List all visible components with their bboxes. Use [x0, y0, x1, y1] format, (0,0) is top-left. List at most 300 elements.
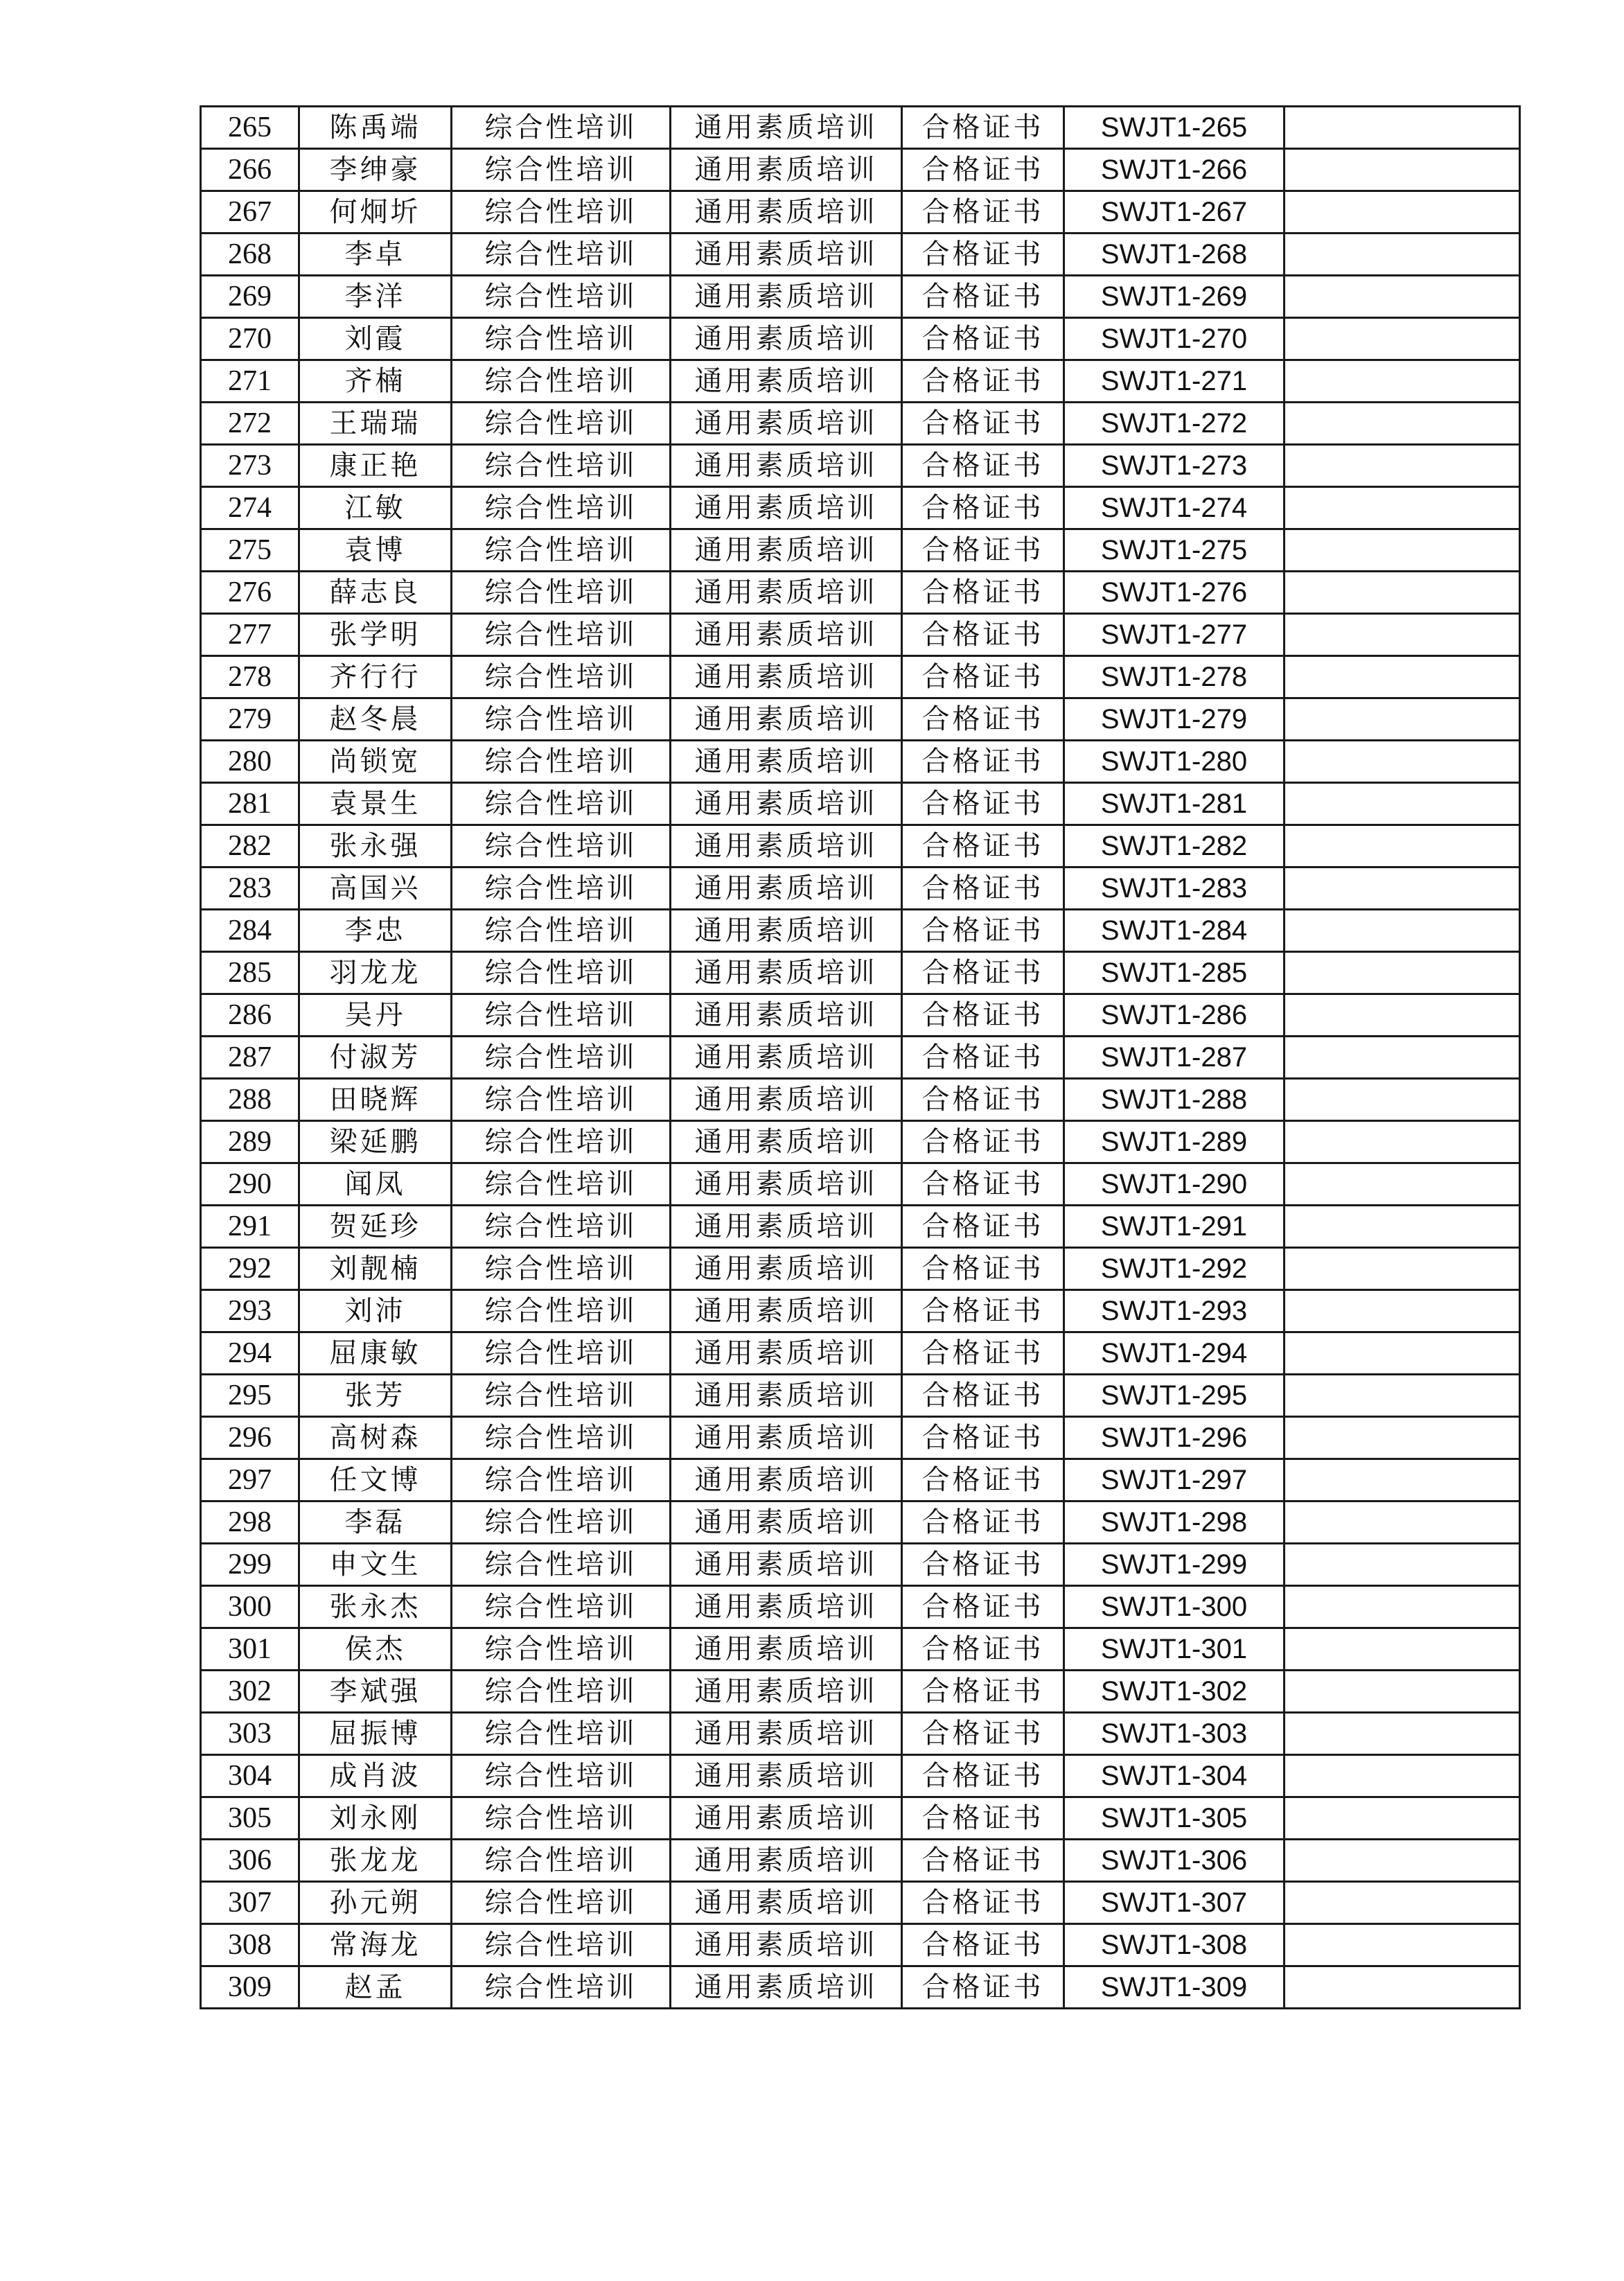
cell-remark	[1285, 276, 1520, 318]
cell-name: 薛志良	[299, 572, 452, 614]
cell-certificate-number: SWJT1-294	[1064, 1332, 1285, 1375]
table-row	[201, 403, 1520, 445]
cell-course: 通用素质培训	[671, 910, 902, 952]
cell-training-type: 综合性培训	[452, 910, 671, 952]
cell-course: 通用素质培训	[671, 1713, 902, 1755]
cell-name: 赵冬晨	[299, 698, 452, 741]
cell-remark	[1285, 1882, 1520, 1924]
cell-name: 梁延鹏	[299, 1121, 452, 1163]
cell-number: 272	[201, 403, 299, 445]
table-row	[201, 1882, 1520, 1924]
cell-course: 通用素质培训	[671, 191, 902, 234]
cell-name: 王瑞瑞	[299, 403, 452, 445]
cell-course: 通用素质培训	[671, 107, 902, 149]
cell-name: 付淑芳	[299, 1037, 452, 1079]
cell-remark	[1285, 910, 1520, 952]
cell-course: 通用素质培训	[671, 614, 902, 656]
table-row	[201, 1628, 1520, 1671]
cell-training-type: 综合性培训	[452, 360, 671, 403]
cell-training-type: 综合性培训	[452, 445, 671, 487]
cell-result: 合格证书	[902, 1501, 1064, 1544]
cell-certificate-number: SWJT1-306	[1064, 1840, 1285, 1882]
cell-name: 屈振博	[299, 1713, 452, 1755]
cell-certificate-number: SWJT1-273	[1064, 445, 1285, 487]
cell-remark	[1285, 1966, 1520, 2009]
cell-training-type: 综合性培训	[452, 698, 671, 741]
cell-remark	[1285, 1628, 1520, 1671]
cell-certificate-number: SWJT1-286	[1064, 994, 1285, 1037]
cell-remark	[1285, 1332, 1520, 1375]
cell-result: 合格证书	[902, 1121, 1064, 1163]
table-row	[201, 1840, 1520, 1882]
table-row	[201, 360, 1520, 403]
cell-number: 279	[201, 698, 299, 741]
cell-course: 通用素质培训	[671, 1501, 902, 1544]
table-row	[201, 1375, 1520, 1417]
table-row	[201, 1586, 1520, 1628]
cell-result: 合格证书	[902, 1332, 1064, 1375]
cell-number: 296	[201, 1417, 299, 1459]
cell-course: 通用素质培训	[671, 1375, 902, 1417]
cell-number: 284	[201, 910, 299, 952]
table-row	[201, 107, 1520, 149]
cell-result: 合格证书	[902, 572, 1064, 614]
cell-name: 常海龙	[299, 1924, 452, 1966]
table-row	[201, 1037, 1520, 1079]
cell-remark	[1285, 1840, 1520, 1882]
cell-course: 通用素质培训	[671, 360, 902, 403]
cell-remark	[1285, 1713, 1520, 1755]
cell-remark	[1285, 191, 1520, 234]
cell-number: 289	[201, 1121, 299, 1163]
cell-certificate-number: SWJT1-285	[1064, 952, 1285, 994]
cell-course: 通用素质培训	[671, 529, 902, 572]
cell-name: 袁博	[299, 529, 452, 572]
cell-training-type: 综合性培训	[452, 1882, 671, 1924]
cell-number: 265	[201, 107, 299, 149]
table-row	[201, 1121, 1520, 1163]
cell-certificate-number: SWJT1-287	[1064, 1037, 1285, 1079]
cell-number: 288	[201, 1079, 299, 1121]
cell-training-type: 综合性培训	[452, 191, 671, 234]
cell-training-type: 综合性培训	[452, 1375, 671, 1417]
cell-result: 合格证书	[902, 318, 1064, 360]
cell-remark	[1285, 1163, 1520, 1206]
table-row	[201, 825, 1520, 868]
cell-certificate-number: SWJT1-290	[1064, 1163, 1285, 1206]
cell-result: 合格证书	[902, 910, 1064, 952]
cell-number: 282	[201, 825, 299, 868]
cell-training-type: 综合性培训	[452, 234, 671, 276]
cell-certificate-number: SWJT1-270	[1064, 318, 1285, 360]
cell-certificate-number: SWJT1-271	[1064, 360, 1285, 403]
cell-remark	[1285, 1755, 1520, 1797]
cell-certificate-number: SWJT1-309	[1064, 1966, 1285, 2009]
cell-number: 269	[201, 276, 299, 318]
cell-name: 李磊	[299, 1501, 452, 1544]
cell-course: 通用素质培训	[671, 276, 902, 318]
cell-certificate-number: SWJT1-280	[1064, 741, 1285, 783]
table-row	[201, 1332, 1520, 1375]
cell-remark	[1285, 1079, 1520, 1121]
cell-result: 合格证书	[902, 1671, 1064, 1713]
cell-number: 280	[201, 741, 299, 783]
cell-result: 合格证书	[902, 107, 1064, 149]
cell-training-type: 综合性培训	[452, 572, 671, 614]
cell-result: 合格证书	[902, 1163, 1064, 1206]
cell-result: 合格证书	[902, 614, 1064, 656]
cell-remark	[1285, 952, 1520, 994]
cell-name: 申文生	[299, 1544, 452, 1586]
cell-training-type: 综合性培训	[452, 868, 671, 910]
cell-result: 合格证书	[902, 1248, 1064, 1290]
cell-result: 合格证书	[902, 149, 1064, 191]
cell-name: 孙元朔	[299, 1882, 452, 1924]
cell-course: 通用素质培训	[671, 1206, 902, 1248]
cell-result: 合格证书	[902, 1544, 1064, 1586]
cell-name: 张芳	[299, 1375, 452, 1417]
cell-certificate-number: SWJT1-303	[1064, 1713, 1285, 1755]
cell-result: 合格证书	[902, 868, 1064, 910]
cell-result: 合格证书	[902, 825, 1064, 868]
cell-certificate-number: SWJT1-293	[1064, 1290, 1285, 1332]
cell-course: 通用素质培训	[671, 1628, 902, 1671]
cell-name: 李斌强	[299, 1671, 452, 1713]
cell-certificate-number: SWJT1-267	[1064, 191, 1285, 234]
cell-remark	[1285, 825, 1520, 868]
cell-certificate-number: SWJT1-299	[1064, 1544, 1285, 1586]
table-row	[201, 1755, 1520, 1797]
cell-certificate-number: SWJT1-307	[1064, 1882, 1285, 1924]
cell-training-type: 综合性培训	[452, 1248, 671, 1290]
cell-certificate-number: SWJT1-302	[1064, 1671, 1285, 1713]
cell-certificate-number: SWJT1-284	[1064, 910, 1285, 952]
cell-name: 屈康敏	[299, 1332, 452, 1375]
cell-certificate-number: SWJT1-282	[1064, 825, 1285, 868]
cell-course: 通用素质培训	[671, 1671, 902, 1713]
cell-certificate-number: SWJT1-298	[1064, 1501, 1285, 1544]
table-row	[201, 656, 1520, 698]
cell-course: 通用素质培训	[671, 445, 902, 487]
cell-number: 266	[201, 149, 299, 191]
table-row	[201, 487, 1520, 529]
cell-remark	[1285, 1797, 1520, 1840]
cell-remark	[1285, 741, 1520, 783]
cell-training-type: 综合性培训	[452, 1671, 671, 1713]
cell-result: 合格证书	[902, 1797, 1064, 1840]
cell-name: 田晓辉	[299, 1079, 452, 1121]
cell-number: 286	[201, 994, 299, 1037]
table-row	[201, 1501, 1520, 1544]
cell-name: 任文博	[299, 1459, 452, 1501]
cell-name: 闻凤	[299, 1163, 452, 1206]
cell-result: 合格证书	[902, 1417, 1064, 1459]
cell-certificate-number: SWJT1-304	[1064, 1755, 1285, 1797]
cell-training-type: 综合性培训	[452, 1163, 671, 1206]
table-row	[201, 614, 1520, 656]
cell-number: 268	[201, 234, 299, 276]
cell-course: 通用素质培训	[671, 783, 902, 825]
cell-number: 308	[201, 1924, 299, 1966]
cell-course: 通用素质培训	[671, 1882, 902, 1924]
cell-name: 贺延珍	[299, 1206, 452, 1248]
table-row	[201, 1797, 1520, 1840]
cell-number: 309	[201, 1966, 299, 2009]
table-row	[201, 234, 1520, 276]
cell-number: 302	[201, 1671, 299, 1713]
cell-number: 278	[201, 656, 299, 698]
cell-result: 合格证书	[902, 656, 1064, 698]
cell-number: 292	[201, 1248, 299, 1290]
cell-result: 合格证书	[902, 529, 1064, 572]
cell-number: 295	[201, 1375, 299, 1417]
cell-name: 高树森	[299, 1417, 452, 1459]
cell-result: 合格证书	[902, 1079, 1064, 1121]
cell-number: 267	[201, 191, 299, 234]
cell-name: 成肖波	[299, 1755, 452, 1797]
cell-result: 合格证书	[902, 1924, 1064, 1966]
table-row	[201, 529, 1520, 572]
cell-number: 287	[201, 1037, 299, 1079]
cell-certificate-number: SWJT1-275	[1064, 529, 1285, 572]
cell-number: 306	[201, 1840, 299, 1882]
cell-result: 合格证书	[902, 1290, 1064, 1332]
cell-training-type: 综合性培训	[452, 1924, 671, 1966]
cell-name: 陈禹端	[299, 107, 452, 149]
table-row	[201, 783, 1520, 825]
cell-name: 吴丹	[299, 994, 452, 1037]
table-row	[201, 1671, 1520, 1713]
table-row	[201, 994, 1520, 1037]
cell-result: 合格证书	[902, 1459, 1064, 1501]
cell-course: 通用素质培训	[671, 234, 902, 276]
cell-training-type: 综合性培训	[452, 1797, 671, 1840]
cell-course: 通用素质培训	[671, 994, 902, 1037]
cell-number: 271	[201, 360, 299, 403]
cell-training-type: 综合性培训	[452, 1459, 671, 1501]
cell-remark	[1285, 149, 1520, 191]
cell-course: 通用素质培训	[671, 1966, 902, 2009]
cell-certificate-number: SWJT1-295	[1064, 1375, 1285, 1417]
cell-course: 通用素质培训	[671, 1037, 902, 1079]
cell-name: 赵孟	[299, 1966, 452, 2009]
cell-course: 通用素质培训	[671, 1248, 902, 1290]
cell-certificate-number: SWJT1-277	[1064, 614, 1285, 656]
cell-name: 羽龙龙	[299, 952, 452, 994]
table-row	[201, 1713, 1520, 1755]
cell-training-type: 综合性培训	[452, 1966, 671, 2009]
cell-course: 通用素质培训	[671, 1797, 902, 1840]
cell-course: 通用素质培训	[671, 1459, 902, 1501]
cell-name: 李忠	[299, 910, 452, 952]
cell-course: 通用素质培训	[671, 1163, 902, 1206]
cell-training-type: 综合性培训	[452, 487, 671, 529]
cell-course: 通用素质培训	[671, 1544, 902, 1586]
cell-training-type: 综合性培训	[452, 1501, 671, 1544]
cell-number: 294	[201, 1332, 299, 1375]
certificate-table-page	[200, 105, 1519, 2009]
table-row	[201, 318, 1520, 360]
cell-remark	[1285, 783, 1520, 825]
cell-name: 张学明	[299, 614, 452, 656]
cell-number: 297	[201, 1459, 299, 1501]
table-row	[201, 741, 1520, 783]
cell-course: 通用素质培训	[671, 825, 902, 868]
cell-number: 307	[201, 1882, 299, 1924]
cell-number: 303	[201, 1713, 299, 1755]
cell-certificate-number: SWJT1-283	[1064, 868, 1285, 910]
table-body	[201, 107, 1520, 2009]
cell-remark	[1285, 1924, 1520, 1966]
certificate-table	[200, 105, 1521, 2009]
cell-certificate-number: SWJT1-265	[1064, 107, 1285, 149]
cell-number: 270	[201, 318, 299, 360]
cell-certificate-number: SWJT1-291	[1064, 1206, 1285, 1248]
cell-result: 合格证书	[902, 1628, 1064, 1671]
cell-result: 合格证书	[902, 1713, 1064, 1755]
cell-training-type: 综合性培训	[452, 1079, 671, 1121]
cell-remark	[1285, 698, 1520, 741]
cell-certificate-number: SWJT1-292	[1064, 1248, 1285, 1290]
table-row	[201, 1206, 1520, 1248]
cell-remark	[1285, 614, 1520, 656]
cell-course: 通用素质培训	[671, 1840, 902, 1882]
cell-number: 275	[201, 529, 299, 572]
table-row	[201, 910, 1520, 952]
cell-remark	[1285, 318, 1520, 360]
cell-course: 通用素质培训	[671, 1417, 902, 1459]
table-row	[201, 572, 1520, 614]
cell-training-type: 综合性培训	[452, 825, 671, 868]
cell-result: 合格证书	[902, 360, 1064, 403]
cell-name: 李绅豪	[299, 149, 452, 191]
cell-result: 合格证书	[902, 1882, 1064, 1924]
cell-number: 305	[201, 1797, 299, 1840]
cell-course: 通用素质培训	[671, 952, 902, 994]
cell-remark	[1285, 1037, 1520, 1079]
cell-certificate-number: SWJT1-281	[1064, 783, 1285, 825]
cell-certificate-number: SWJT1-289	[1064, 1121, 1285, 1163]
cell-training-type: 综合性培训	[452, 1332, 671, 1375]
cell-remark	[1285, 445, 1520, 487]
cell-remark	[1285, 529, 1520, 572]
cell-certificate-number: SWJT1-297	[1064, 1459, 1285, 1501]
cell-result: 合格证书	[902, 1840, 1064, 1882]
cell-name: 高国兴	[299, 868, 452, 910]
cell-result: 合格证书	[902, 783, 1064, 825]
cell-number: 301	[201, 1628, 299, 1671]
cell-training-type: 综合性培训	[452, 783, 671, 825]
cell-remark	[1285, 1544, 1520, 1586]
cell-certificate-number: SWJT1-288	[1064, 1079, 1285, 1121]
cell-number: 273	[201, 445, 299, 487]
cell-remark	[1285, 656, 1520, 698]
cell-name: 刘霞	[299, 318, 452, 360]
table-row	[201, 1924, 1520, 1966]
cell-training-type: 综合性培训	[452, 1586, 671, 1628]
cell-certificate-number: SWJT1-279	[1064, 698, 1285, 741]
cell-certificate-number: SWJT1-305	[1064, 1797, 1285, 1840]
cell-course: 通用素质培训	[671, 1290, 902, 1332]
cell-number: 281	[201, 783, 299, 825]
table-row	[201, 1966, 1520, 2009]
table-row	[201, 1163, 1520, 1206]
cell-name: 张永强	[299, 825, 452, 868]
cell-result: 合格证书	[902, 276, 1064, 318]
table-row	[201, 1079, 1520, 1121]
cell-training-type: 综合性培训	[452, 529, 671, 572]
table-row	[201, 191, 1520, 234]
cell-training-type: 综合性培训	[452, 276, 671, 318]
cell-training-type: 综合性培训	[452, 1840, 671, 1882]
cell-training-type: 综合性培训	[452, 994, 671, 1037]
cell-result: 合格证书	[902, 1586, 1064, 1628]
cell-remark	[1285, 1248, 1520, 1290]
cell-result: 合格证书	[902, 698, 1064, 741]
cell-certificate-number: SWJT1-268	[1064, 234, 1285, 276]
cell-number: 274	[201, 487, 299, 529]
cell-number: 293	[201, 1290, 299, 1332]
cell-course: 通用素质培训	[671, 1586, 902, 1628]
cell-result: 合格证书	[902, 1037, 1064, 1079]
cell-course: 通用素质培训	[671, 487, 902, 529]
cell-number: 300	[201, 1586, 299, 1628]
table-row	[201, 1248, 1520, 1290]
cell-course: 通用素质培训	[671, 1755, 902, 1797]
cell-certificate-number: SWJT1-301	[1064, 1628, 1285, 1671]
cell-name: 张龙龙	[299, 1840, 452, 1882]
cell-name: 尚锁宽	[299, 741, 452, 783]
cell-name: 侯杰	[299, 1628, 452, 1671]
cell-result: 合格证书	[902, 445, 1064, 487]
cell-remark	[1285, 1459, 1520, 1501]
table-row	[201, 149, 1520, 191]
cell-training-type: 综合性培训	[452, 1290, 671, 1332]
cell-training-type: 综合性培训	[452, 741, 671, 783]
cell-number: 298	[201, 1501, 299, 1544]
cell-training-type: 综合性培训	[452, 1206, 671, 1248]
table-row	[201, 698, 1520, 741]
cell-remark	[1285, 994, 1520, 1037]
cell-remark	[1285, 487, 1520, 529]
cell-name: 江敏	[299, 487, 452, 529]
cell-certificate-number: SWJT1-308	[1064, 1924, 1285, 1966]
cell-training-type: 综合性培训	[452, 1544, 671, 1586]
cell-name: 刘靓楠	[299, 1248, 452, 1290]
cell-remark	[1285, 572, 1520, 614]
cell-number: 276	[201, 572, 299, 614]
cell-result: 合格证书	[902, 1375, 1064, 1417]
table-row	[201, 276, 1520, 318]
cell-course: 通用素质培训	[671, 1332, 902, 1375]
cell-course: 通用素质培训	[671, 149, 902, 191]
cell-remark	[1285, 107, 1520, 149]
cell-name: 李卓	[299, 234, 452, 276]
cell-remark	[1285, 1671, 1520, 1713]
cell-remark	[1285, 1417, 1520, 1459]
cell-course: 通用素质培训	[671, 868, 902, 910]
cell-remark	[1285, 1290, 1520, 1332]
cell-certificate-number: SWJT1-274	[1064, 487, 1285, 529]
table-row	[201, 1290, 1520, 1332]
cell-number: 277	[201, 614, 299, 656]
cell-course: 通用素质培训	[671, 741, 902, 783]
cell-result: 合格证书	[902, 1206, 1064, 1248]
cell-training-type: 综合性培训	[452, 614, 671, 656]
cell-certificate-number: SWJT1-300	[1064, 1586, 1285, 1628]
cell-certificate-number: SWJT1-269	[1064, 276, 1285, 318]
cell-name: 袁景生	[299, 783, 452, 825]
